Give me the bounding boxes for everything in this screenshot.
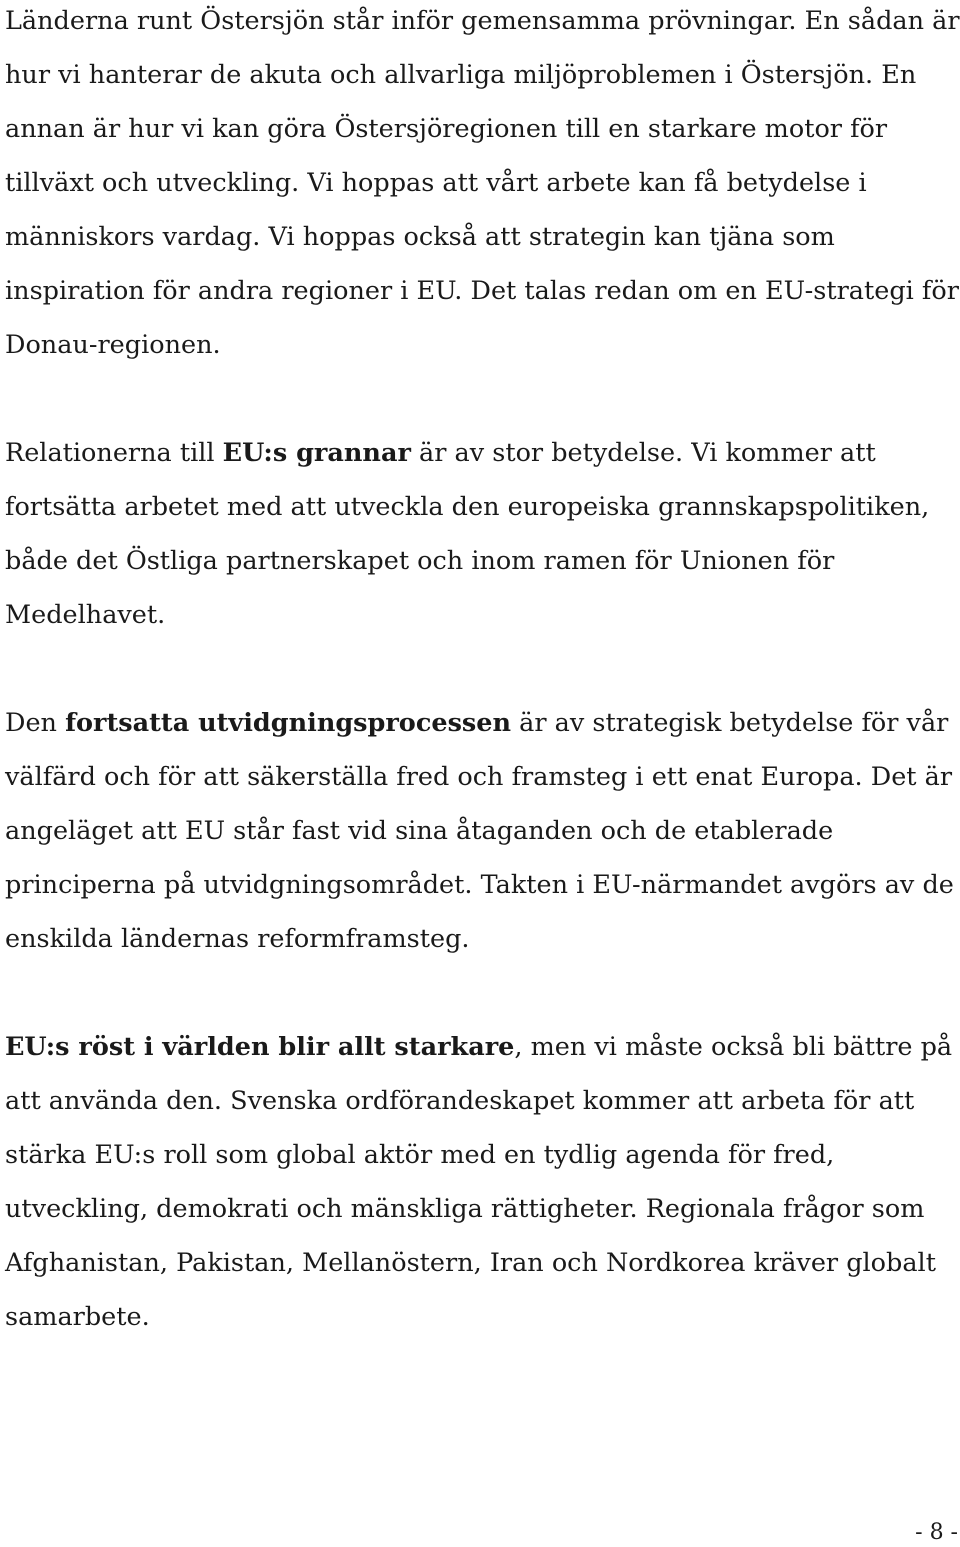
paragraph-text: Den xyxy=(5,708,66,738)
bold-phrase-eu-voice: EU:s röst i världen blir allt starkare xyxy=(5,1032,515,1062)
paragraph-neighbours xyxy=(5,426,960,642)
paragraph-text: , men vi måste också bli bättre på att använda den. Svenska ordförandeskapet kommer att arbeta för att stärka EU:s roll som global aktör med en tydlig agenda för fred, utveckling, demokrati och mänskliga rättigheter. Regionala frågor som Afghanistan, Pakistan, Mellanöstern, Iran och Nordkorea kräver globalt samarbete. xyxy=(5,1032,953,1332)
bold-phrase-eu-neighbours: EU:s grannar xyxy=(222,438,411,468)
bold-phrase-enlargement: fortsatta utvidgningsprocessen xyxy=(65,708,512,738)
paragraph-text: är av stor betydelse. Vi kommer att fortsätta arbetet med att utveckla den europeiska grannskapspolitiken, både det Östliga partnerskapet och inom ramen för Unionen för Medelhavet. xyxy=(5,438,930,630)
paragraph-text: Länderna runt Östersjön står inför gemensamma prövningar. En sådan är hur vi hanterar de akuta och allvarliga miljöproblemen i Östersjön. En annan är hur vi kan göra Östersjöregionen till en starkare motor för tillväxt och utveckling. Vi hoppas att vårt arbete kan få betydelse i människors vardag. Vi hoppas också att strategin kan tjäna som inspiration för andra regioner i EU. Det talas redan om en EU-strategi för Donau-regionen. xyxy=(5,6,960,360)
paragraph-baltic-sea xyxy=(5,0,960,372)
page-number: - 8 - xyxy=(915,1520,958,1545)
document-page xyxy=(5,0,960,1344)
paragraph-text: Relationerna till xyxy=(5,438,223,468)
paragraph-enlargement xyxy=(5,696,960,966)
paragraph-text: är av strategisk betydelse för vår välfärd och för att säkerställa fred och framsteg i ett enat Europa. Det är angeläget att EU står fast vid sina åtaganden och de etablerade principerna på utvidgningsområdet. Takten i EU-närmandet avgörs av de enskilda ländernas reformframsteg. xyxy=(5,708,954,954)
paragraph-eu-voice xyxy=(5,1020,960,1344)
